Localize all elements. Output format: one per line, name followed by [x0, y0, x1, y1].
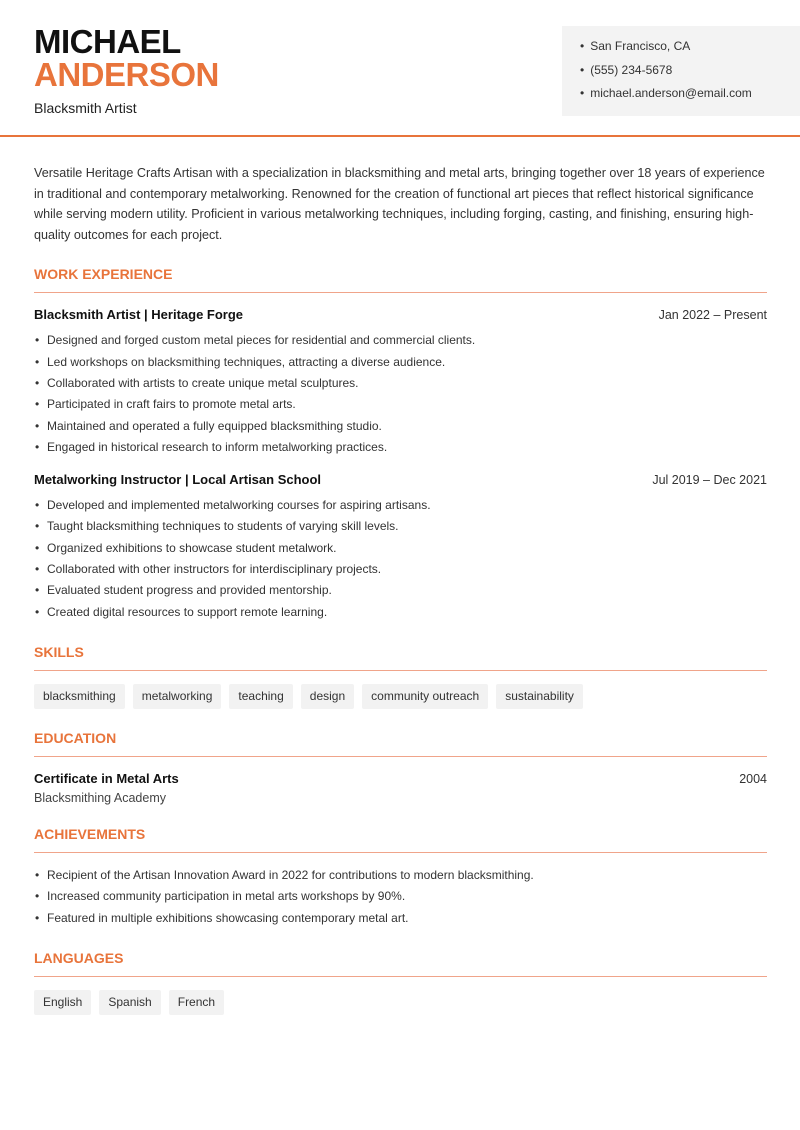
languages-list	[34, 990, 767, 1015]
bullet-item: • Led workshops on blacksmithing techniques, attracting a diverse audience.	[34, 352, 767, 373]
language-tag: Spanish	[99, 990, 160, 1015]
phone: • (555) 234-5678	[580, 62, 800, 86]
achievement-item: • Increased community participation in metal arts workshops by 90%.	[34, 886, 767, 907]
bullet-item: • Collaborated with other instructors for interdisciplinary projects.	[34, 559, 767, 580]
job-header	[34, 306, 767, 324]
education-entry	[34, 770, 767, 805]
bullet-item: • Organized exhibitions to showcase student metalwork.	[34, 538, 767, 559]
education-year: 2004	[739, 771, 767, 786]
achievement-item: • Featured in multiple exhibitions showcasing contemporary metal art.	[34, 908, 767, 929]
job-dates: Jul 2019 – Dec 2021	[652, 473, 767, 488]
bullet-item: • Collaborated with artists to create unique metal sculptures.	[34, 373, 767, 394]
school: Blacksmithing Academy	[34, 790, 167, 805]
bullet-item: • Created digital resources to support remote learning.	[34, 602, 767, 623]
bullet-item: • Engaged in historical research to inform metalworking practices.	[34, 437, 767, 458]
skill-tag: blacksmithing	[34, 684, 125, 709]
job-bullets	[34, 495, 767, 623]
last-name: ANDERSON	[34, 56, 219, 93]
first-name: MICHAEL	[34, 23, 181, 60]
skill-tag: teaching	[229, 684, 292, 709]
section-heading-achievements: ACHIEVEMENTS	[34, 826, 767, 853]
section-heading-work: WORK EXPERIENCE	[34, 266, 767, 293]
achievement-item: • Recipient of the Artisan Innovation Award in 2022 for contributions to modern blacksmithing.	[34, 865, 767, 886]
email: • michael.anderson@email.com	[580, 85, 800, 109]
job-bullets	[34, 330, 767, 458]
degree: Certificate in Metal Arts	[34, 770, 179, 786]
language-tag: French	[169, 990, 224, 1015]
bullet-item: • Maintained and operated a fully equipped blacksmithing studio.	[34, 416, 767, 437]
bullet-item: • Participated in craft fairs to promote metal arts.	[34, 394, 767, 415]
job-dates: Jan 2022 – Present	[658, 308, 767, 323]
bullet-item: • Taught blacksmithing techniques to students of varying skill levels.	[34, 516, 767, 537]
section-heading-skills: SKILLS	[34, 644, 767, 671]
job-header	[34, 471, 767, 489]
skill-tag: design	[301, 684, 354, 709]
section-heading-languages: LANGUAGES	[34, 950, 767, 977]
job-entry	[34, 471, 767, 623]
skill-tag: sustainability	[496, 684, 583, 709]
bullet-item: • Designed and forged custom metal pieces for residential and commercial clients.	[34, 330, 767, 351]
bullet-item: • Developed and implemented metalworking courses for aspiring artisans.	[34, 495, 767, 516]
contact-box	[562, 26, 800, 116]
section-heading-education: EDUCATION	[34, 730, 767, 757]
bullet-item: • Evaluated student progress and provided mentorship.	[34, 580, 767, 601]
skill-tag: community outreach	[362, 684, 488, 709]
summary: Versatile Heritage Crafts Artisan with a specialization in blacksmithing and metal arts, bringing together over 18 years of experience in traditional and contemporary metalworking. Renowned for the creation of functional art pieces that reflect historical significance while serving modern utility. Proficient in various metalworking techniques, including forging, casting, and finishing, ensuring high-quality outcomes for each project.	[34, 166, 765, 242]
language-tag: English	[34, 990, 91, 1015]
location: • San Francisco, CA	[580, 38, 800, 62]
job-position: Blacksmith Artist | Heritage Forge	[34, 307, 244, 323]
job-entry	[34, 306, 767, 458]
skills-list	[34, 684, 767, 709]
resume-header	[0, 0, 800, 137]
achievements-list	[34, 865, 767, 929]
skill-tag: metalworking	[133, 684, 222, 709]
job-position: Metalworking Instructor | Local Artisan School	[34, 472, 322, 488]
resume-body	[34, 163, 767, 1015]
job-title: Blacksmith Artist	[34, 100, 137, 116]
